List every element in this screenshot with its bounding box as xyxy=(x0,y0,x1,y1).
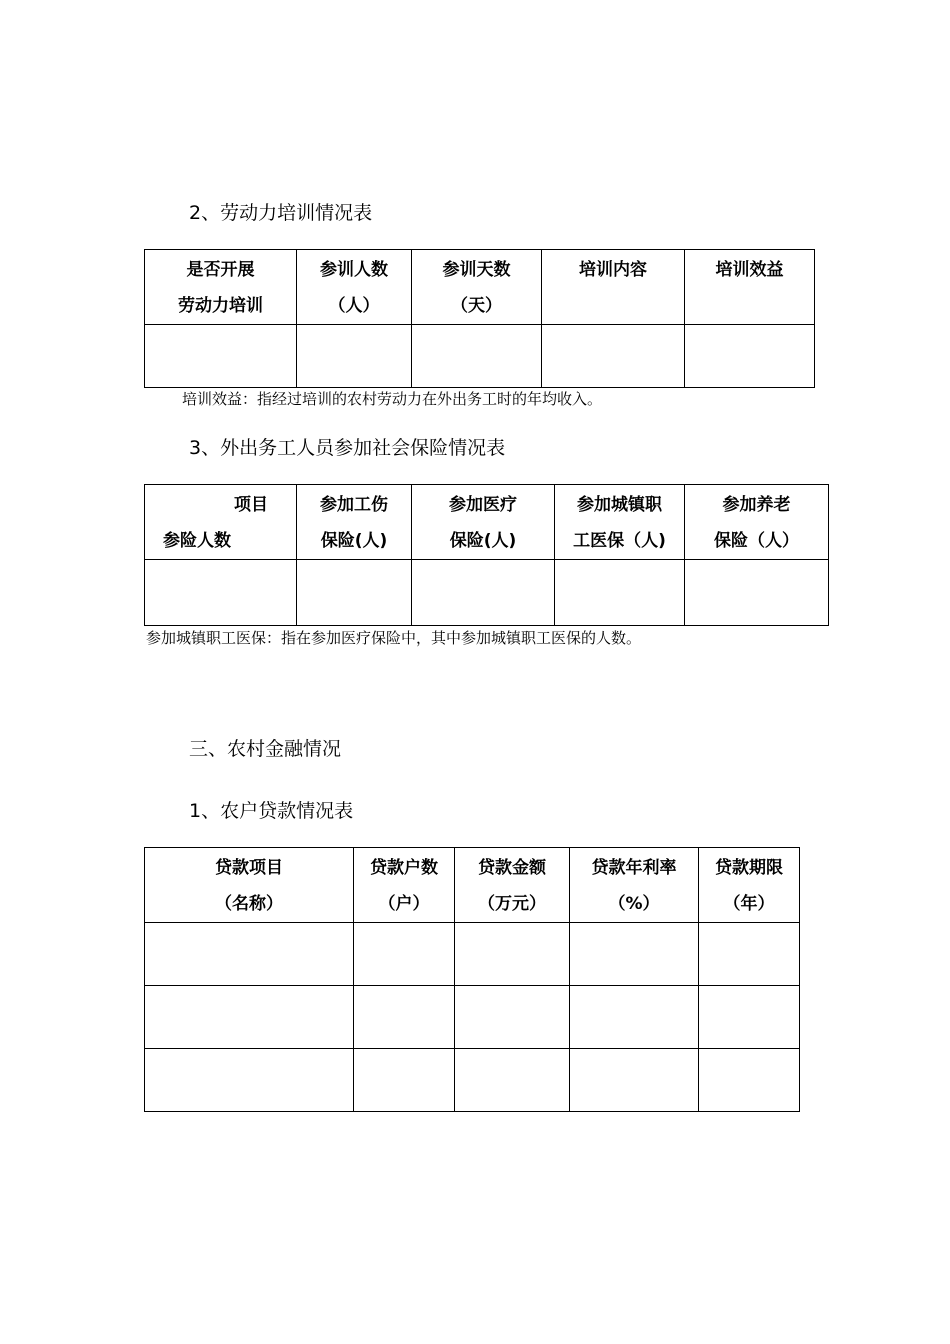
header-line: 保险(人) xyxy=(449,531,517,551)
table-cell[interactable] xyxy=(699,1049,800,1112)
table-header-row xyxy=(145,250,815,325)
table-cell[interactable] xyxy=(685,325,815,388)
table-cell[interactable] xyxy=(455,1049,570,1112)
header-line: 贷款期限 xyxy=(715,858,783,878)
header-line: 贷款户数 xyxy=(370,858,438,878)
header-line: 参加城镇职 xyxy=(577,495,662,515)
header-line: 贷款项目 xyxy=(215,858,283,878)
header-line xyxy=(542,288,684,324)
header-line: 参险人数 xyxy=(163,531,231,551)
training-table xyxy=(144,249,815,388)
table-cell[interactable] xyxy=(145,560,297,626)
loans-heading: 1、农户贷款情况表 xyxy=(189,800,354,822)
header-cell-trainee-count xyxy=(297,250,412,325)
header-line: 贷款年利率 xyxy=(591,858,677,878)
table-cell[interactable] xyxy=(354,923,455,986)
header-line: 保险（人） xyxy=(714,531,799,551)
training-note: 培训效益：指经过培训的农村劳动力在外出务工时的年均收入。 xyxy=(182,390,603,408)
header-line: 保险(人) xyxy=(320,531,388,551)
header-line: 参训天数 xyxy=(442,260,511,280)
header-line: （名称） xyxy=(215,894,283,914)
header-cell-training-days xyxy=(412,250,542,325)
header-line: （%） xyxy=(608,894,660,914)
table-cell[interactable] xyxy=(145,325,297,388)
header-cell-training-held xyxy=(145,250,297,325)
table-cell[interactable] xyxy=(145,923,354,986)
header-cell-item-insured-count xyxy=(145,485,297,560)
table-cell[interactable] xyxy=(570,986,699,1049)
header-line: 是否开展 xyxy=(186,260,255,280)
header-cell-pension xyxy=(685,485,829,560)
table-cell[interactable] xyxy=(145,986,354,1049)
header-line: （天） xyxy=(451,296,502,316)
header-line: 工医保（人) xyxy=(573,531,666,551)
table-row xyxy=(145,986,800,1049)
header-line: 劳动力培训 xyxy=(178,296,263,316)
table-row xyxy=(145,923,800,986)
loans-table xyxy=(144,847,800,1112)
header-line xyxy=(685,288,814,324)
header-line: （年） xyxy=(723,894,775,914)
header-cell-loan-rate xyxy=(570,848,699,923)
finance-heading: 三、农村金融情况 xyxy=(189,738,342,760)
table-row xyxy=(145,560,829,626)
header-line: （万元） xyxy=(478,894,546,914)
training-heading: 2、劳动力培训情况表 xyxy=(189,202,373,224)
insurance-table xyxy=(144,484,829,626)
header-line: （人） xyxy=(328,296,380,316)
table-cell[interactable] xyxy=(699,986,800,1049)
table-cell[interactable] xyxy=(542,325,685,388)
table-cell[interactable] xyxy=(297,560,412,626)
header-cell-loan-households xyxy=(354,848,455,923)
header-line: 培训效益 xyxy=(715,260,784,280)
table-cell[interactable] xyxy=(555,560,685,626)
header-cell-urban-employee-medical xyxy=(555,485,685,560)
table-cell[interactable] xyxy=(412,325,542,388)
header-cell-loan-item xyxy=(145,848,354,923)
table-header-row xyxy=(145,485,829,560)
table-cell[interactable] xyxy=(145,1049,354,1112)
table-cell[interactable] xyxy=(699,923,800,986)
header-line: 参加养老 xyxy=(722,495,791,515)
header-line: 培训内容 xyxy=(579,260,647,280)
insurance-note: 参加城镇职工医保：指在参加医疗保险中，其中参加城镇职工医保的人数。 xyxy=(146,629,642,647)
header-line: 项目 xyxy=(234,495,268,515)
header-cell-work-injury xyxy=(297,485,412,560)
header-line: 贷款金额 xyxy=(478,858,546,878)
table-cell[interactable] xyxy=(570,1049,699,1112)
table-cell[interactable] xyxy=(455,986,570,1049)
header-cell-medical xyxy=(412,485,555,560)
table-row xyxy=(145,325,815,388)
header-cell-loan-amount xyxy=(455,848,570,923)
header-cell-loan-term xyxy=(699,848,800,923)
table-cell[interactable] xyxy=(354,986,455,1049)
table-row xyxy=(145,1049,800,1112)
header-line: 参训人数 xyxy=(320,260,388,280)
table-cell[interactable] xyxy=(685,560,829,626)
table-cell[interactable] xyxy=(297,325,412,388)
header-line: （户） xyxy=(378,894,430,914)
table-cell[interactable] xyxy=(570,923,699,986)
insurance-heading: 3、外出务工人员参加社会保险情况表 xyxy=(189,437,506,459)
header-line: 参加医疗 xyxy=(449,495,517,515)
header-line: 参加工伤 xyxy=(320,495,388,515)
table-header-row xyxy=(145,848,800,923)
table-cell[interactable] xyxy=(354,1049,455,1112)
header-cell-training-content xyxy=(542,250,685,325)
table-cell[interactable] xyxy=(455,923,570,986)
table-cell[interactable] xyxy=(412,560,555,626)
header-cell-training-benefit xyxy=(685,250,815,325)
